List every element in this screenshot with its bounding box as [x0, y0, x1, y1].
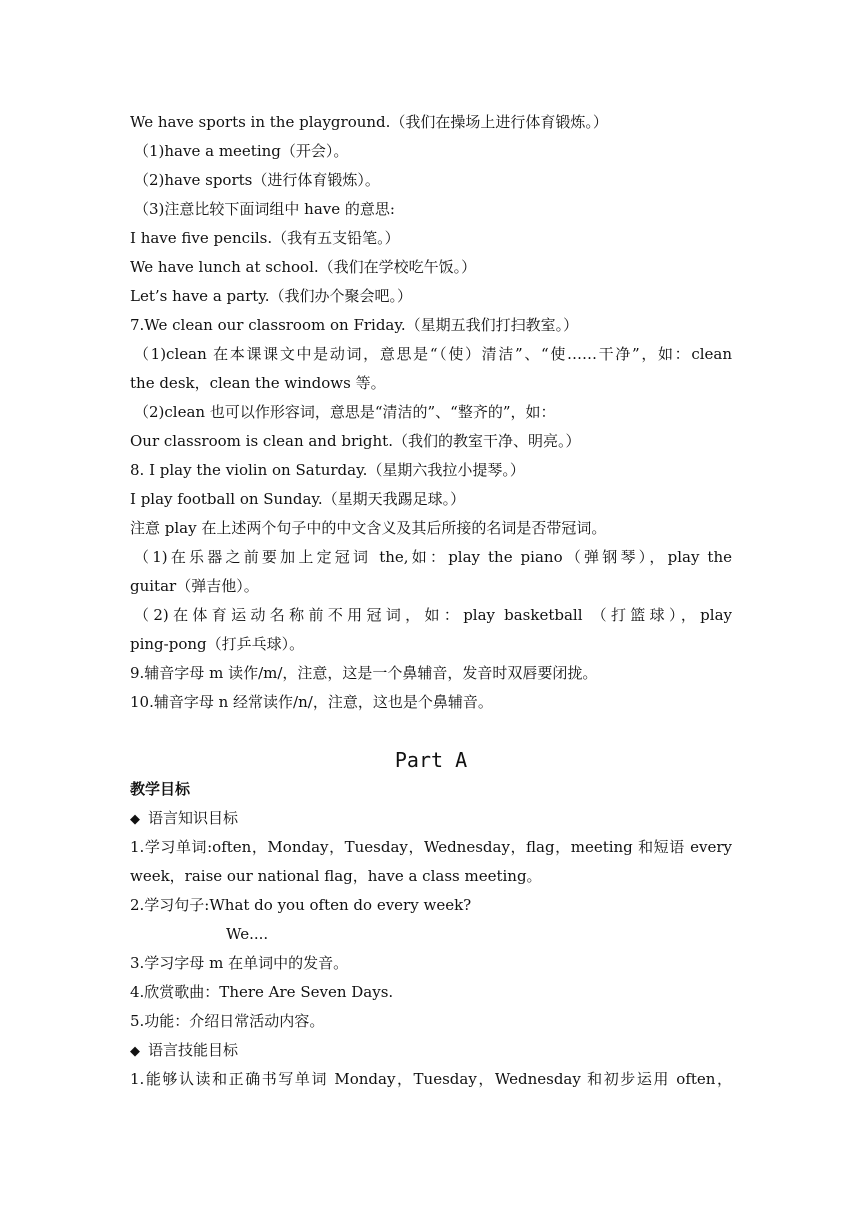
- diamond-bullet-icon: ◆: [130, 1044, 140, 1059]
- text-line: （2)在体育运动名称前不用冠词，如：play basketball （打篮球），play: [134, 606, 732, 624]
- text-line: I play football on Sunday.（星期天我踢足球。）: [130, 490, 466, 508]
- section-heading: Part A: [394, 748, 468, 772]
- text-line: 1.学习单词:often，Monday，Tuesday，Wednesday，flag，meeting 和短语 every: [130, 838, 732, 856]
- text-line: 5.功能：介绍日常活动内容。: [130, 1012, 325, 1030]
- text-line: （1)在乐器之前要加上定冠词 the,如：play the piano（弹钢琴），play the: [134, 548, 732, 566]
- bullet-label: 语言知识目标: [148, 809, 239, 827]
- text-line: 4.欣赏歌曲：There Are Seven Days.: [130, 983, 394, 1001]
- text-line: （2)clean 也可以作形容词，意思是“清洁的”、“整齐的”，如：: [134, 403, 556, 421]
- text-line: week，raise our national flag，have a class meeting。: [130, 867, 542, 885]
- text-line: 1.能够认读和正确书写单词 Monday，Tuesday，Wednesday 和初步运用 often，: [130, 1070, 732, 1088]
- diamond-bullet-icon: ◆: [130, 812, 140, 827]
- text-line: 10.辅音字母 n 经常读作/n/，注意，这也是个鼻辅音。: [130, 693, 493, 711]
- text-line: 8. I play the violin on Saturday.（星期六我拉小提琴。）: [130, 461, 525, 479]
- bullet-line: [130, 1036, 732, 1065]
- text-line: Our classroom is clean and bright.（我们的教室干净、明亮。）: [130, 432, 581, 450]
- text-line: 2.学习句子:What do you often do every week?: [130, 896, 472, 914]
- text-line: We have lunch at school.（我们在学校吃午饭。）: [130, 258, 477, 276]
- text-line: the desk，clean the windows 等。: [130, 374, 386, 392]
- text-line: Let’s have a party.（我们办个聚会吧。）: [130, 287, 413, 305]
- text-line: 7.We clean our classroom on Friday.（星期五我们打扫教室。）: [130, 316, 579, 334]
- text-line: （2)have sports（进行体育锻炼）。: [134, 171, 380, 189]
- text-line: 3.学习字母 m 在单词中的发音。: [130, 954, 349, 972]
- text-line: We....: [226, 925, 269, 943]
- text-line: guitar（弹吉他）。: [130, 577, 259, 595]
- text-line: I have five pencils.（我有五支铅笔。）: [130, 229, 400, 247]
- text-line: （1)clean 在本课课文中是动词，意思是“（使）清洁”、“使……干净”，如：clean: [134, 345, 732, 363]
- text-line: 9.辅音字母 m 读作/m/，注意，这是一个鼻辅音，发音时双唇要闭拢。: [130, 664, 598, 682]
- bullet-line: [130, 804, 732, 833]
- text-line: 注意 play 在上述两个句子中的中文含义及其后所接的名词是否带冠词。: [130, 519, 607, 537]
- document-body: [130, 108, 732, 1094]
- text-line: ping-pong（打乒乓球）。: [130, 635, 305, 653]
- text-line: （1)have a meeting（开会）。: [134, 142, 349, 160]
- text-line: （3)注意比较下面词组中 have 的意思:: [134, 200, 395, 218]
- bullet-label: 语言技能目标: [148, 1041, 239, 1059]
- goals-title: 教学目标: [130, 780, 191, 798]
- text-line: We have sports in the playground.（我们在操场上进行体育锻炼。）: [130, 113, 608, 131]
